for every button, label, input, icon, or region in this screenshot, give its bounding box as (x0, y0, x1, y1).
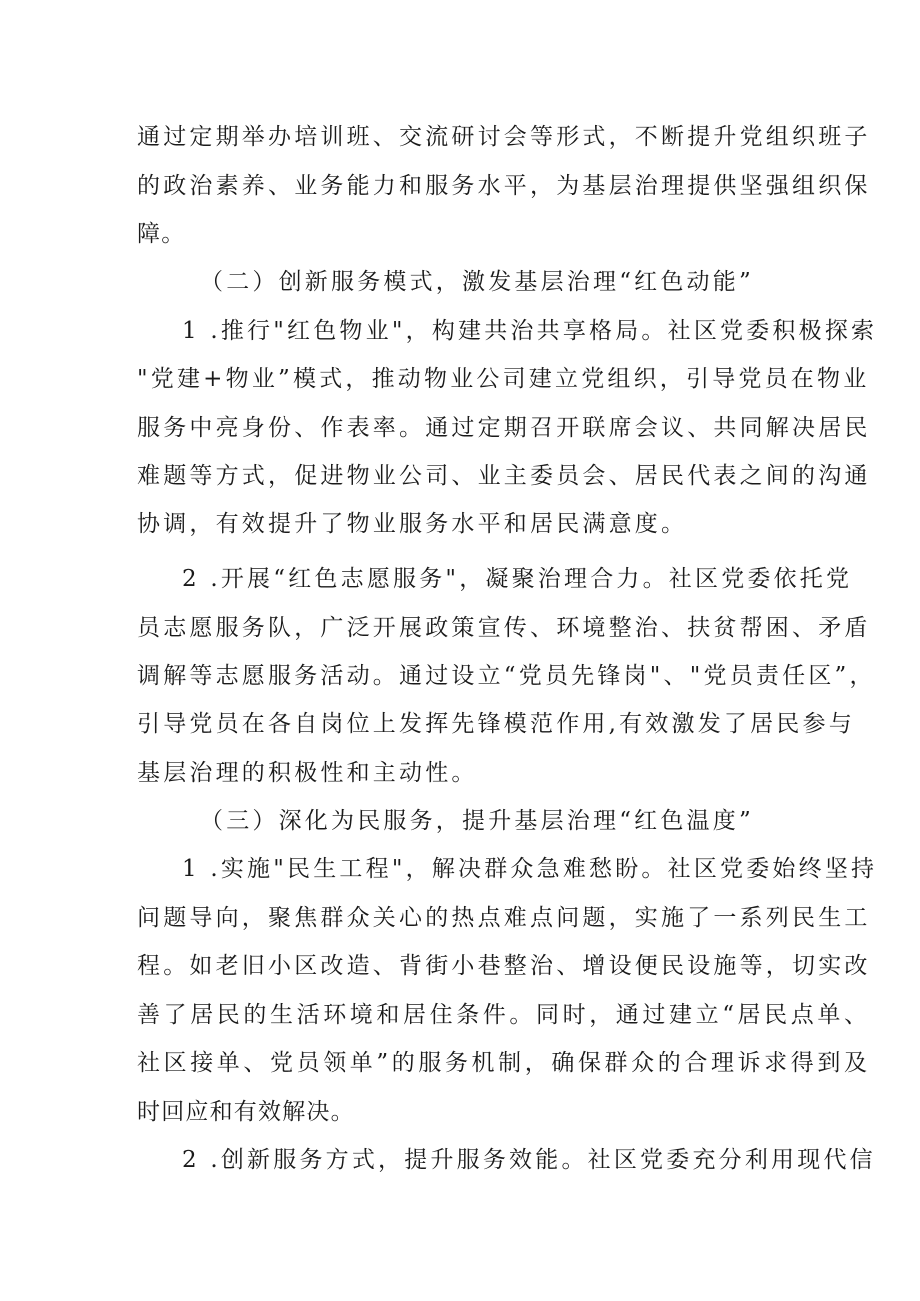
text-line: 难题等方式，促进物业公司、业主委员会、居民代表之间的沟通 (137, 463, 871, 489)
text-line: 社区接单、党员领单”的服务机制，确保群众的合理诉求得到及 (137, 1050, 871, 1076)
text-line: "党建+物业”模式，推动物业公司建立党组织，引导党员在物业 (137, 366, 870, 392)
text-line: 服务中亮身份、作表率。通过定期召开联席会议、共同解决居民 (137, 415, 871, 441)
text-line: 善了居民的生活环境和居住条件。同时，通过建立“居民点单、 (137, 1002, 871, 1028)
text-line: 障。 (137, 221, 186, 247)
text-line: 协调，有效提升了物业服务水平和居民满意度。 (137, 511, 688, 537)
text-line: 的政治素养、业务能力和服务水平，为基层治理提供坚强组织保 (137, 173, 871, 199)
text-line: 引导党员在各自岗位上发挥先锋模范作用,有效激发了居民参与 (137, 711, 855, 737)
text-line: 通过定期举办培训班、交流研讨会等形式，不断提升党组织班子 (137, 124, 871, 150)
section-heading: （二）创新服务模式，激发基层治理“红色动能” (200, 269, 754, 295)
text-line: 基层治理的积极性和主动性。 (137, 760, 478, 786)
text-line: 时回应和有效解决。 (137, 1099, 355, 1125)
text-line: 1 .推行"红色物业"，构建共治共享格局。社区党委积极探索 (182, 318, 878, 344)
section-heading: （三）深化为民服务，提升基层治理“红色温度” (200, 808, 754, 834)
text-line: 员志愿服务队，广泛开展政策宣传、环境整治、扶贫帮困、矛盾 (137, 615, 871, 641)
text-line: 2 .创新服务方式，提升服务效能。社区党委充分利用现代信 (182, 1147, 876, 1173)
text-line: 问题导向，聚焦群众关心的热点难点问题，实施了一系列民生工 (137, 905, 871, 931)
text-line: 程。如老旧小区改造、背街小巷整治、增设便民设施等，切实改 (137, 953, 871, 979)
text-line: 调解等志愿服务活动。通过设立“党员先锋岗"、"党员责任区”， (137, 663, 876, 689)
text-line: 2 .开展“红色志愿服务"，凝聚治理合力。社区党委依托党 (182, 566, 853, 592)
text-line: 1 .实施"民生工程"，解决群众急难愁盼。社区党委始终坚持 (182, 856, 878, 882)
